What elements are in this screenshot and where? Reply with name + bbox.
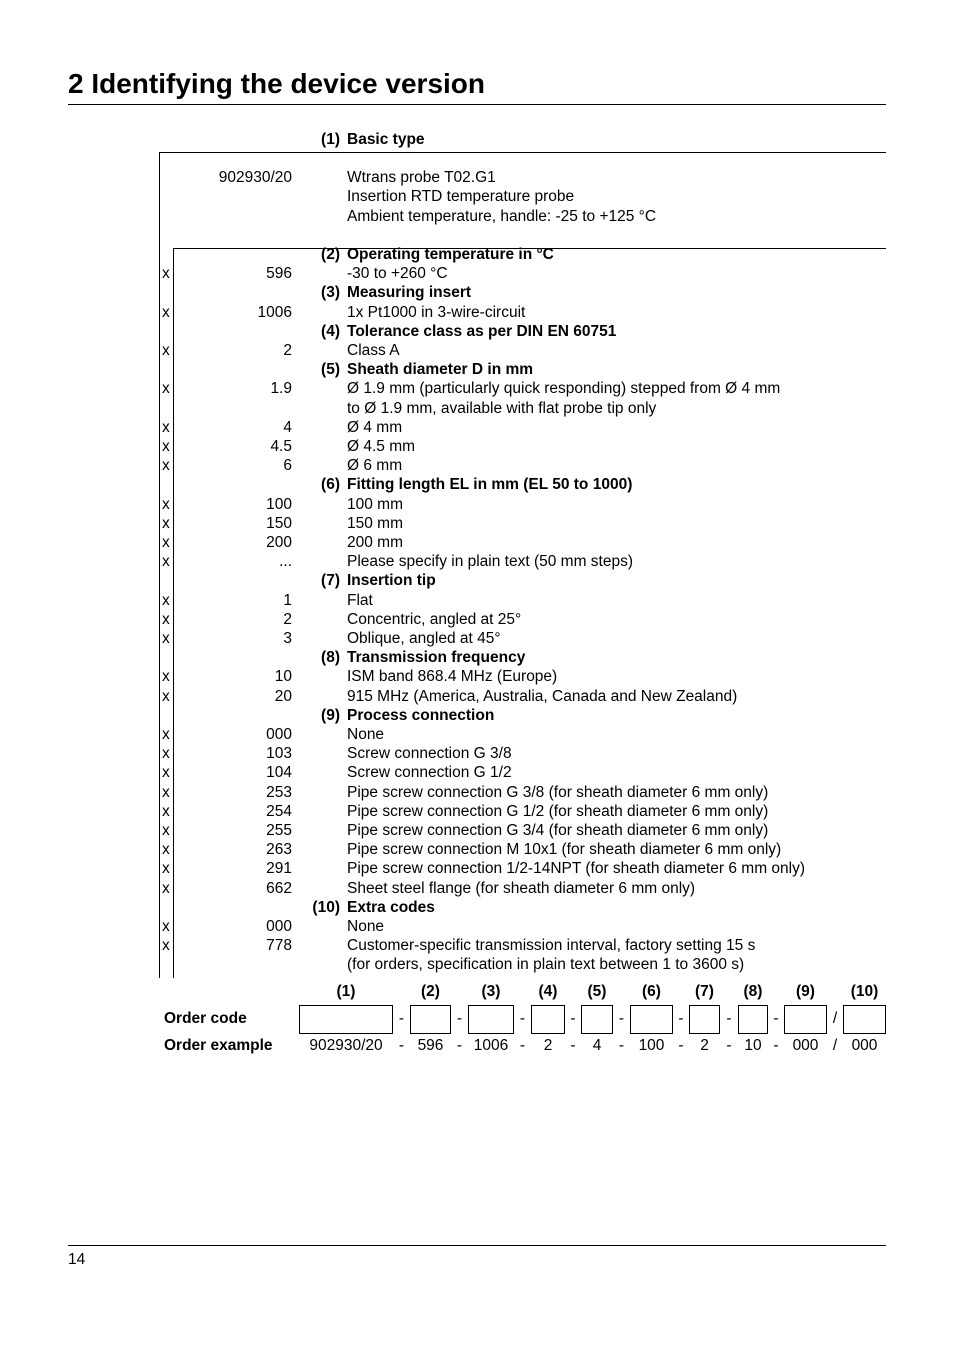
page-title: 2 Identifying the device version: [68, 68, 486, 99]
option-text: -30 to +260 °C: [347, 265, 448, 282]
option-code: 104: [266, 764, 292, 781]
order-separator: -: [618, 1037, 625, 1054]
option-marker: x: [162, 515, 170, 532]
order-separator: /: [832, 1010, 838, 1027]
option-group-header: [0, 706, 954, 725]
option-row: [0, 610, 954, 629]
order-separator: -: [678, 1010, 684, 1027]
option-group-number: (3): [321, 284, 340, 301]
option-code: 596: [266, 265, 292, 282]
option-code: 20: [274, 688, 292, 705]
order-position-header: (2): [421, 983, 440, 1000]
option-group-header: [0, 322, 954, 341]
option-group-number: (7): [321, 572, 340, 589]
order-example-value: 2: [700, 1037, 709, 1054]
option-text: Ø 6 mm: [347, 457, 403, 474]
order-separator: -: [726, 1037, 732, 1054]
option-text: to Ø 1.9 mm, available with flat probe tip only: [347, 400, 657, 417]
order-separator: -: [456, 1010, 463, 1027]
option-marker: x: [162, 726, 170, 743]
order-separator: -: [570, 1010, 576, 1027]
option-marker: x: [162, 822, 170, 839]
option-text: ISM band 868.4 MHz (Europe): [347, 668, 558, 685]
option-text: Screw connection G 3/8: [347, 745, 512, 762]
option-marker: x: [162, 803, 170, 820]
option-code: 200: [266, 534, 292, 551]
option-code: 778: [266, 937, 292, 954]
option-row: [0, 418, 954, 437]
option-group-title: Fitting length EL in mm (EL 50 to 1000): [347, 476, 633, 493]
order-code-field[interactable]: [468, 1005, 514, 1034]
option-text: Oblique, angled at 45°: [347, 630, 501, 647]
option-row: [0, 936, 954, 955]
option-marker: x: [162, 630, 170, 647]
option-row: [0, 591, 954, 610]
basic-type-number: (1): [321, 131, 340, 148]
order-separator: -: [726, 1010, 732, 1027]
option-group-title: Tolerance class as per DIN EN 60751: [347, 323, 617, 340]
order-example-value: 000: [792, 1037, 819, 1054]
order-example-value: 596: [417, 1037, 444, 1054]
option-row: [0, 821, 954, 840]
order-separator: -: [519, 1010, 526, 1027]
order-separator: -: [398, 1010, 405, 1027]
option-row: [0, 514, 954, 533]
option-code: 000: [266, 726, 292, 743]
basic-type-line: Wtrans probe T02.G1: [347, 169, 496, 186]
option-group-title: Extra codes: [347, 899, 435, 916]
order-example-value: 4: [592, 1037, 602, 1054]
option-code: 291: [266, 860, 292, 877]
option-text: Pipe screw connection G 3/8 (for sheath diameter 6 mm only): [347, 784, 769, 801]
basic-type-line: Ambient temperature, handle: -25 to +125 °C: [347, 208, 657, 225]
basic-type-row: [0, 168, 954, 187]
option-code: 254: [266, 803, 292, 820]
option-marker: x: [162, 918, 170, 935]
order-code-field[interactable]: [299, 1005, 393, 1034]
order-position-header: (7): [695, 983, 714, 1000]
option-code: 662: [266, 880, 292, 897]
option-row: [0, 552, 954, 571]
option-marker: x: [162, 534, 170, 551]
option-group-number: (4): [321, 323, 340, 340]
order-code-label: Order code: [164, 1010, 247, 1027]
option-continuation: [0, 399, 954, 418]
option-marker: x: [162, 304, 170, 321]
option-code: ...: [279, 553, 292, 570]
option-marker: x: [162, 438, 170, 455]
option-text: 150 mm: [347, 515, 403, 532]
option-row: [0, 879, 954, 898]
option-code: 263: [266, 841, 292, 858]
option-text: Ø 4 mm: [347, 419, 403, 436]
option-group-header: [0, 475, 954, 494]
option-group-header: [0, 648, 954, 667]
option-code: 3: [283, 630, 292, 647]
order-code-field[interactable]: [630, 1005, 673, 1034]
option-code: 103: [266, 745, 292, 762]
option-row: [0, 303, 954, 322]
order-code-field[interactable]: [410, 1005, 451, 1034]
order-position-header: (10): [850, 983, 879, 1000]
basic-type-row: [0, 207, 954, 226]
option-code: 255: [266, 822, 292, 839]
order-separator: -: [398, 1037, 405, 1054]
option-marker: x: [162, 457, 170, 474]
option-text: Customer-specific transmission interval, factory setting 15 s: [347, 937, 756, 954]
option-marker: x: [162, 342, 170, 359]
option-group-title: Measuring insert: [347, 284, 472, 301]
option-marker: x: [162, 265, 170, 282]
option-group-header: [0, 571, 954, 590]
order-separator: -: [773, 1037, 779, 1054]
option-group-number: (2): [321, 246, 340, 263]
order-separator: -: [618, 1010, 625, 1027]
option-row: [0, 533, 954, 552]
order-code-field[interactable]: [581, 1005, 613, 1034]
order-example-value: 100: [638, 1037, 665, 1054]
option-text: 1x Pt1000 in 3-wire-circuit: [347, 304, 526, 321]
option-row: [0, 783, 954, 802]
option-group-header: [0, 245, 954, 264]
option-text: None: [347, 918, 385, 935]
basic-type-heading: [0, 130, 954, 149]
option-marker: x: [162, 880, 170, 897]
footer-rule: [68, 1245, 886, 1246]
order-position-header: (3): [481, 983, 501, 1000]
option-row: [0, 763, 954, 782]
option-text: Screw connection G 1/2: [347, 764, 512, 781]
order-separator: -: [456, 1037, 463, 1054]
option-row: [0, 629, 954, 648]
option-code: 2: [283, 611, 292, 628]
option-text: 915 MHz (America, Australia, Canada and New Zealand): [347, 688, 738, 705]
option-marker: x: [162, 688, 170, 705]
option-marker: x: [162, 419, 170, 436]
order-code-field[interactable]: [738, 1005, 768, 1034]
option-code: 1: [283, 592, 292, 609]
option-row: [0, 379, 954, 398]
order-position-header: (5): [587, 983, 607, 1000]
option-group-header: [0, 898, 954, 917]
option-code: 4.5: [270, 438, 292, 455]
option-code: 000: [266, 918, 292, 935]
order-example-value: 2: [543, 1037, 553, 1054]
order-position-header: (8): [743, 983, 763, 1000]
option-text: Pipe screw connection G 3/4 (for sheath diameter 6 mm only): [347, 822, 769, 839]
option-row: [0, 840, 954, 859]
option-group-header: [0, 360, 954, 379]
option-text: Please specify in plain text (50 mm steps): [347, 553, 634, 570]
order-code-field[interactable]: [843, 1005, 886, 1034]
option-marker: x: [162, 745, 170, 762]
order-code-field[interactable]: [784, 1005, 827, 1034]
option-row: [0, 725, 954, 744]
basic-type-row: [0, 187, 954, 206]
option-group-number: (10): [312, 899, 340, 916]
option-group-number: (6): [321, 476, 340, 493]
option-marker: x: [162, 592, 170, 609]
option-marker: x: [162, 860, 170, 877]
order-example-value: 1006: [473, 1037, 509, 1054]
option-row: [0, 802, 954, 821]
option-group-number: (5): [321, 361, 340, 378]
option-text: Ø 4.5 mm: [347, 438, 416, 455]
option-code: 1.9: [270, 380, 292, 397]
order-example-value: 902930/20: [309, 1037, 383, 1054]
option-text: Pipe screw connection G 1/2 (for sheath diameter 6 mm only): [347, 803, 769, 820]
option-code: 2: [283, 342, 292, 359]
option-code: 100: [266, 496, 292, 513]
basic-type-title: Basic type: [347, 131, 425, 148]
option-row: [0, 687, 954, 706]
option-group-title: Sheath diameter D in mm: [347, 361, 534, 378]
option-text: Sheet steel flange (for sheath diameter 6 mm only): [347, 880, 696, 897]
option-group-title: Insertion tip: [347, 572, 436, 589]
order-example-value: 000: [851, 1037, 878, 1054]
order-position-header: (9): [796, 983, 815, 1000]
option-code: 10: [274, 668, 292, 685]
option-text: None: [347, 726, 385, 743]
option-row: [0, 917, 954, 936]
option-row: [0, 437, 954, 456]
order-separator: -: [678, 1037, 684, 1054]
option-text: 200 mm: [347, 534, 403, 551]
option-row: [0, 667, 954, 686]
option-marker: x: [162, 496, 170, 513]
page-number: 14: [68, 1251, 86, 1268]
order-code-field[interactable]: [689, 1005, 720, 1034]
option-row: [0, 264, 954, 283]
option-text: Concentric, angled at 25°: [347, 611, 522, 628]
option-text: Pipe screw connection M 10x1 (for sheath diameter 6 mm only): [347, 841, 782, 858]
option-row: [0, 495, 954, 514]
order-example-label: Order example: [164, 1037, 273, 1054]
option-group-header: [0, 283, 954, 302]
option-group-title: Transmission frequency: [347, 649, 526, 666]
order-separator: -: [519, 1037, 526, 1054]
order-position-header: (6): [642, 983, 661, 1000]
basic-type-line: Insertion RTD temperature probe: [347, 188, 575, 205]
order-separator: -: [570, 1037, 576, 1054]
option-code: 1006: [257, 304, 292, 321]
option-row: [0, 859, 954, 878]
title-rule: [68, 104, 886, 105]
order-position-header: (1): [336, 983, 356, 1000]
option-marker: x: [162, 668, 170, 685]
option-code: 253: [266, 784, 292, 801]
option-text: (for orders, specification in plain text between 1 to 3600 s): [347, 956, 745, 973]
order-code-field[interactable]: [531, 1005, 565, 1034]
option-continuation: [0, 955, 954, 974]
order-separator: -: [773, 1010, 779, 1027]
option-code: 150: [266, 515, 292, 532]
option-marker: x: [162, 611, 170, 628]
option-marker: x: [162, 841, 170, 858]
order-example-value: 10: [744, 1037, 762, 1054]
option-group-number: (9): [321, 707, 340, 724]
option-marker: x: [162, 553, 170, 570]
option-marker: x: [162, 380, 170, 397]
option-row: [0, 456, 954, 475]
option-text: Ø 1.9 mm (particularly quick responding) stepped from Ø 4 mm: [347, 380, 781, 397]
option-code: 4: [283, 419, 292, 436]
order-separator: /: [832, 1037, 838, 1054]
option-group-title: Process connection: [347, 707, 495, 724]
option-text: Class A: [347, 342, 400, 359]
basic-type-top-rule: [159, 152, 886, 153]
option-text: Pipe screw connection 1/2-14NPT (for sheath diameter 6 mm only): [347, 860, 806, 877]
basic-type-code: 902930/20: [218, 169, 292, 186]
option-group-number: (8): [321, 649, 340, 666]
option-marker: x: [162, 764, 170, 781]
option-group-title: Operating temperature in °C: [347, 246, 554, 263]
option-row: [0, 744, 954, 763]
option-text: 100 mm: [347, 496, 403, 513]
option-text: Flat: [347, 592, 373, 609]
option-marker: x: [162, 784, 170, 801]
order-position-header: (4): [538, 983, 558, 1000]
option-code: 6: [283, 457, 292, 474]
option-marker: x: [162, 937, 170, 954]
option-row: [0, 341, 954, 360]
